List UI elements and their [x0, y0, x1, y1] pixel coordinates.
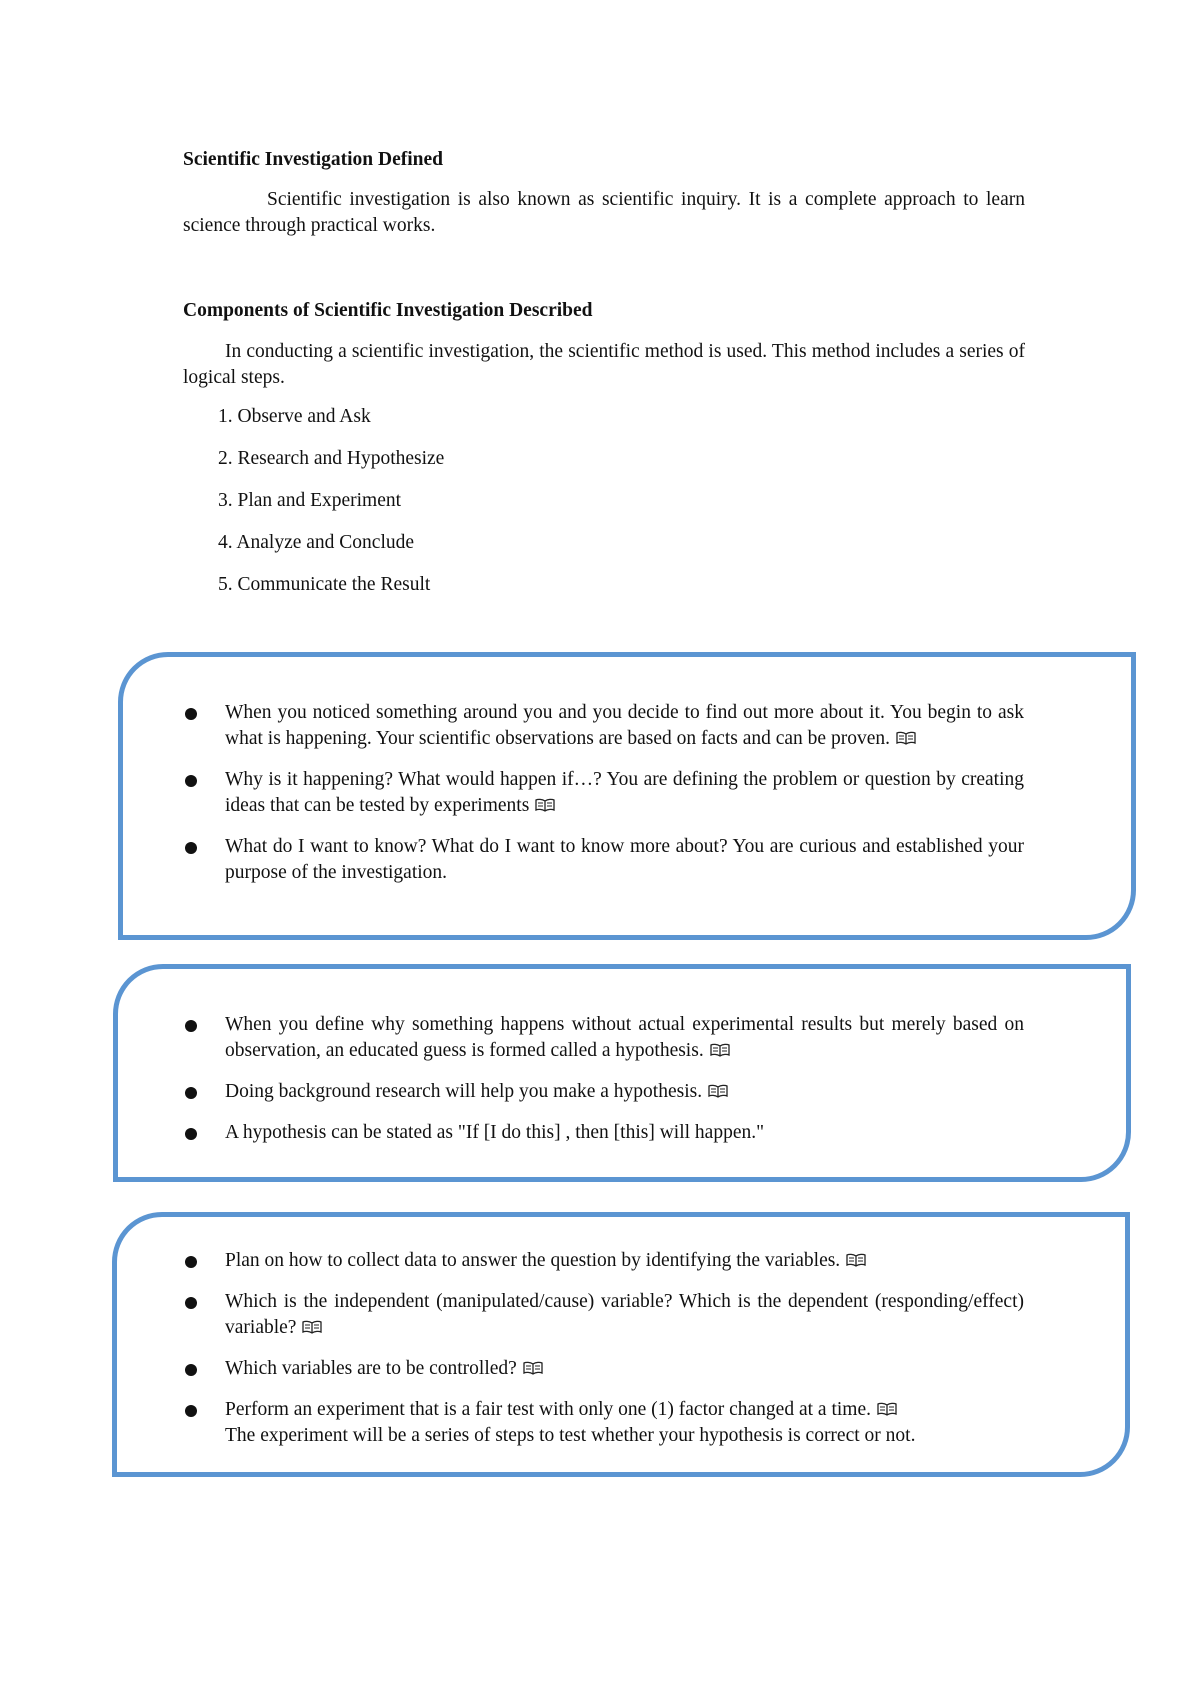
list-item — [225, 1356, 1024, 1382]
bullet-dot — [185, 1297, 197, 1309]
plan-bullets — [225, 1248, 1024, 1464]
bullet-text: Why is it happening? What would happen if…? You are defining the problem or question by creating ideas that can be tested by experiments — [225, 769, 1024, 816]
bullet-text: Doing background research will help you make a hypothesis. — [225, 1081, 703, 1102]
bullet-dot — [185, 1128, 197, 1140]
list-item — [225, 1120, 1024, 1146]
list-item: 4. Analyze and Conclude — [218, 532, 415, 553]
list-item: 1. Observe and Ask — [218, 406, 371, 427]
list-item — [225, 767, 1024, 819]
components-paragraph: In conducting a scientific investigation, the scientific method is used. This method includes a series of logical steps. — [183, 341, 1025, 388]
observe-bullets — [225, 700, 1024, 901]
list-item: 2. Research and Hypothesize — [218, 448, 445, 469]
book-icon — [846, 1253, 866, 1267]
bullet-text: Perform an experiment that is a fair test with only one (1) factor changed at a time. — [225, 1399, 871, 1420]
research-bullets — [225, 1012, 1024, 1161]
bullet-dot — [185, 842, 197, 854]
bullet-text: A hypothesis can be stated as "If [I do this] , then [this] will happen." — [225, 1122, 765, 1143]
book-icon — [896, 731, 916, 745]
list-item — [225, 1289, 1024, 1341]
book-icon — [535, 798, 555, 812]
book-icon — [710, 1043, 730, 1057]
book-icon — [877, 1402, 897, 1416]
book-icon — [302, 1320, 322, 1334]
bullet-dot — [185, 708, 197, 720]
definition-paragraph: Scientific investigation is also known as scientific inquiry. It is a complete approach to learn science through practical works. — [183, 189, 1025, 236]
section-heading-defined: Scientific Investigation Defined — [183, 149, 443, 170]
list-item — [225, 1248, 1024, 1274]
list-item — [225, 1079, 1024, 1105]
bullet-text-continued: The experiment will be a series of steps to test whether your hypothesis is correct or not. — [225, 1425, 916, 1446]
bullet-dot — [185, 1256, 197, 1268]
bullet-text: When you noticed something around you and you decide to find out more about it. You begin to ask what is happening. Your scientific observations are based on facts and can be proven. — [225, 702, 1024, 749]
list-item — [225, 1397, 1024, 1449]
bullet-dot — [185, 775, 197, 787]
steps-list — [218, 404, 444, 614]
bullet-text: When you define why something happens without actual experimental results but merely based on observation, an educated guess is formed called a hypothesis. — [225, 1014, 1024, 1061]
list-item — [225, 834, 1024, 886]
book-icon — [523, 1361, 543, 1375]
list-item — [225, 1012, 1024, 1064]
bullet-dot — [185, 1364, 197, 1376]
bullet-dot — [185, 1087, 197, 1099]
bullet-text: What do I want to know? What do I want to know more about? You are curious and established your purpose of the investigation. — [225, 836, 1024, 883]
section-heading-components: Components of Scientific Investigation Described — [183, 300, 593, 321]
bullet-dot — [185, 1405, 197, 1417]
bullet-text: Which is the independent (manipulated/cause) variable? Which is the dependent (responding/effect) variable? — [225, 1291, 1024, 1338]
list-item: 5. Communicate the Result — [218, 574, 431, 595]
list-item: 3. Plan and Experiment — [218, 490, 402, 511]
bullet-dot — [185, 1020, 197, 1032]
bullet-text: Which variables are to be controlled? — [225, 1358, 517, 1379]
bullet-text: Plan on how to collect data to answer the question by identifying the variables. — [225, 1250, 841, 1271]
book-icon — [708, 1084, 728, 1098]
list-item — [225, 700, 1024, 752]
